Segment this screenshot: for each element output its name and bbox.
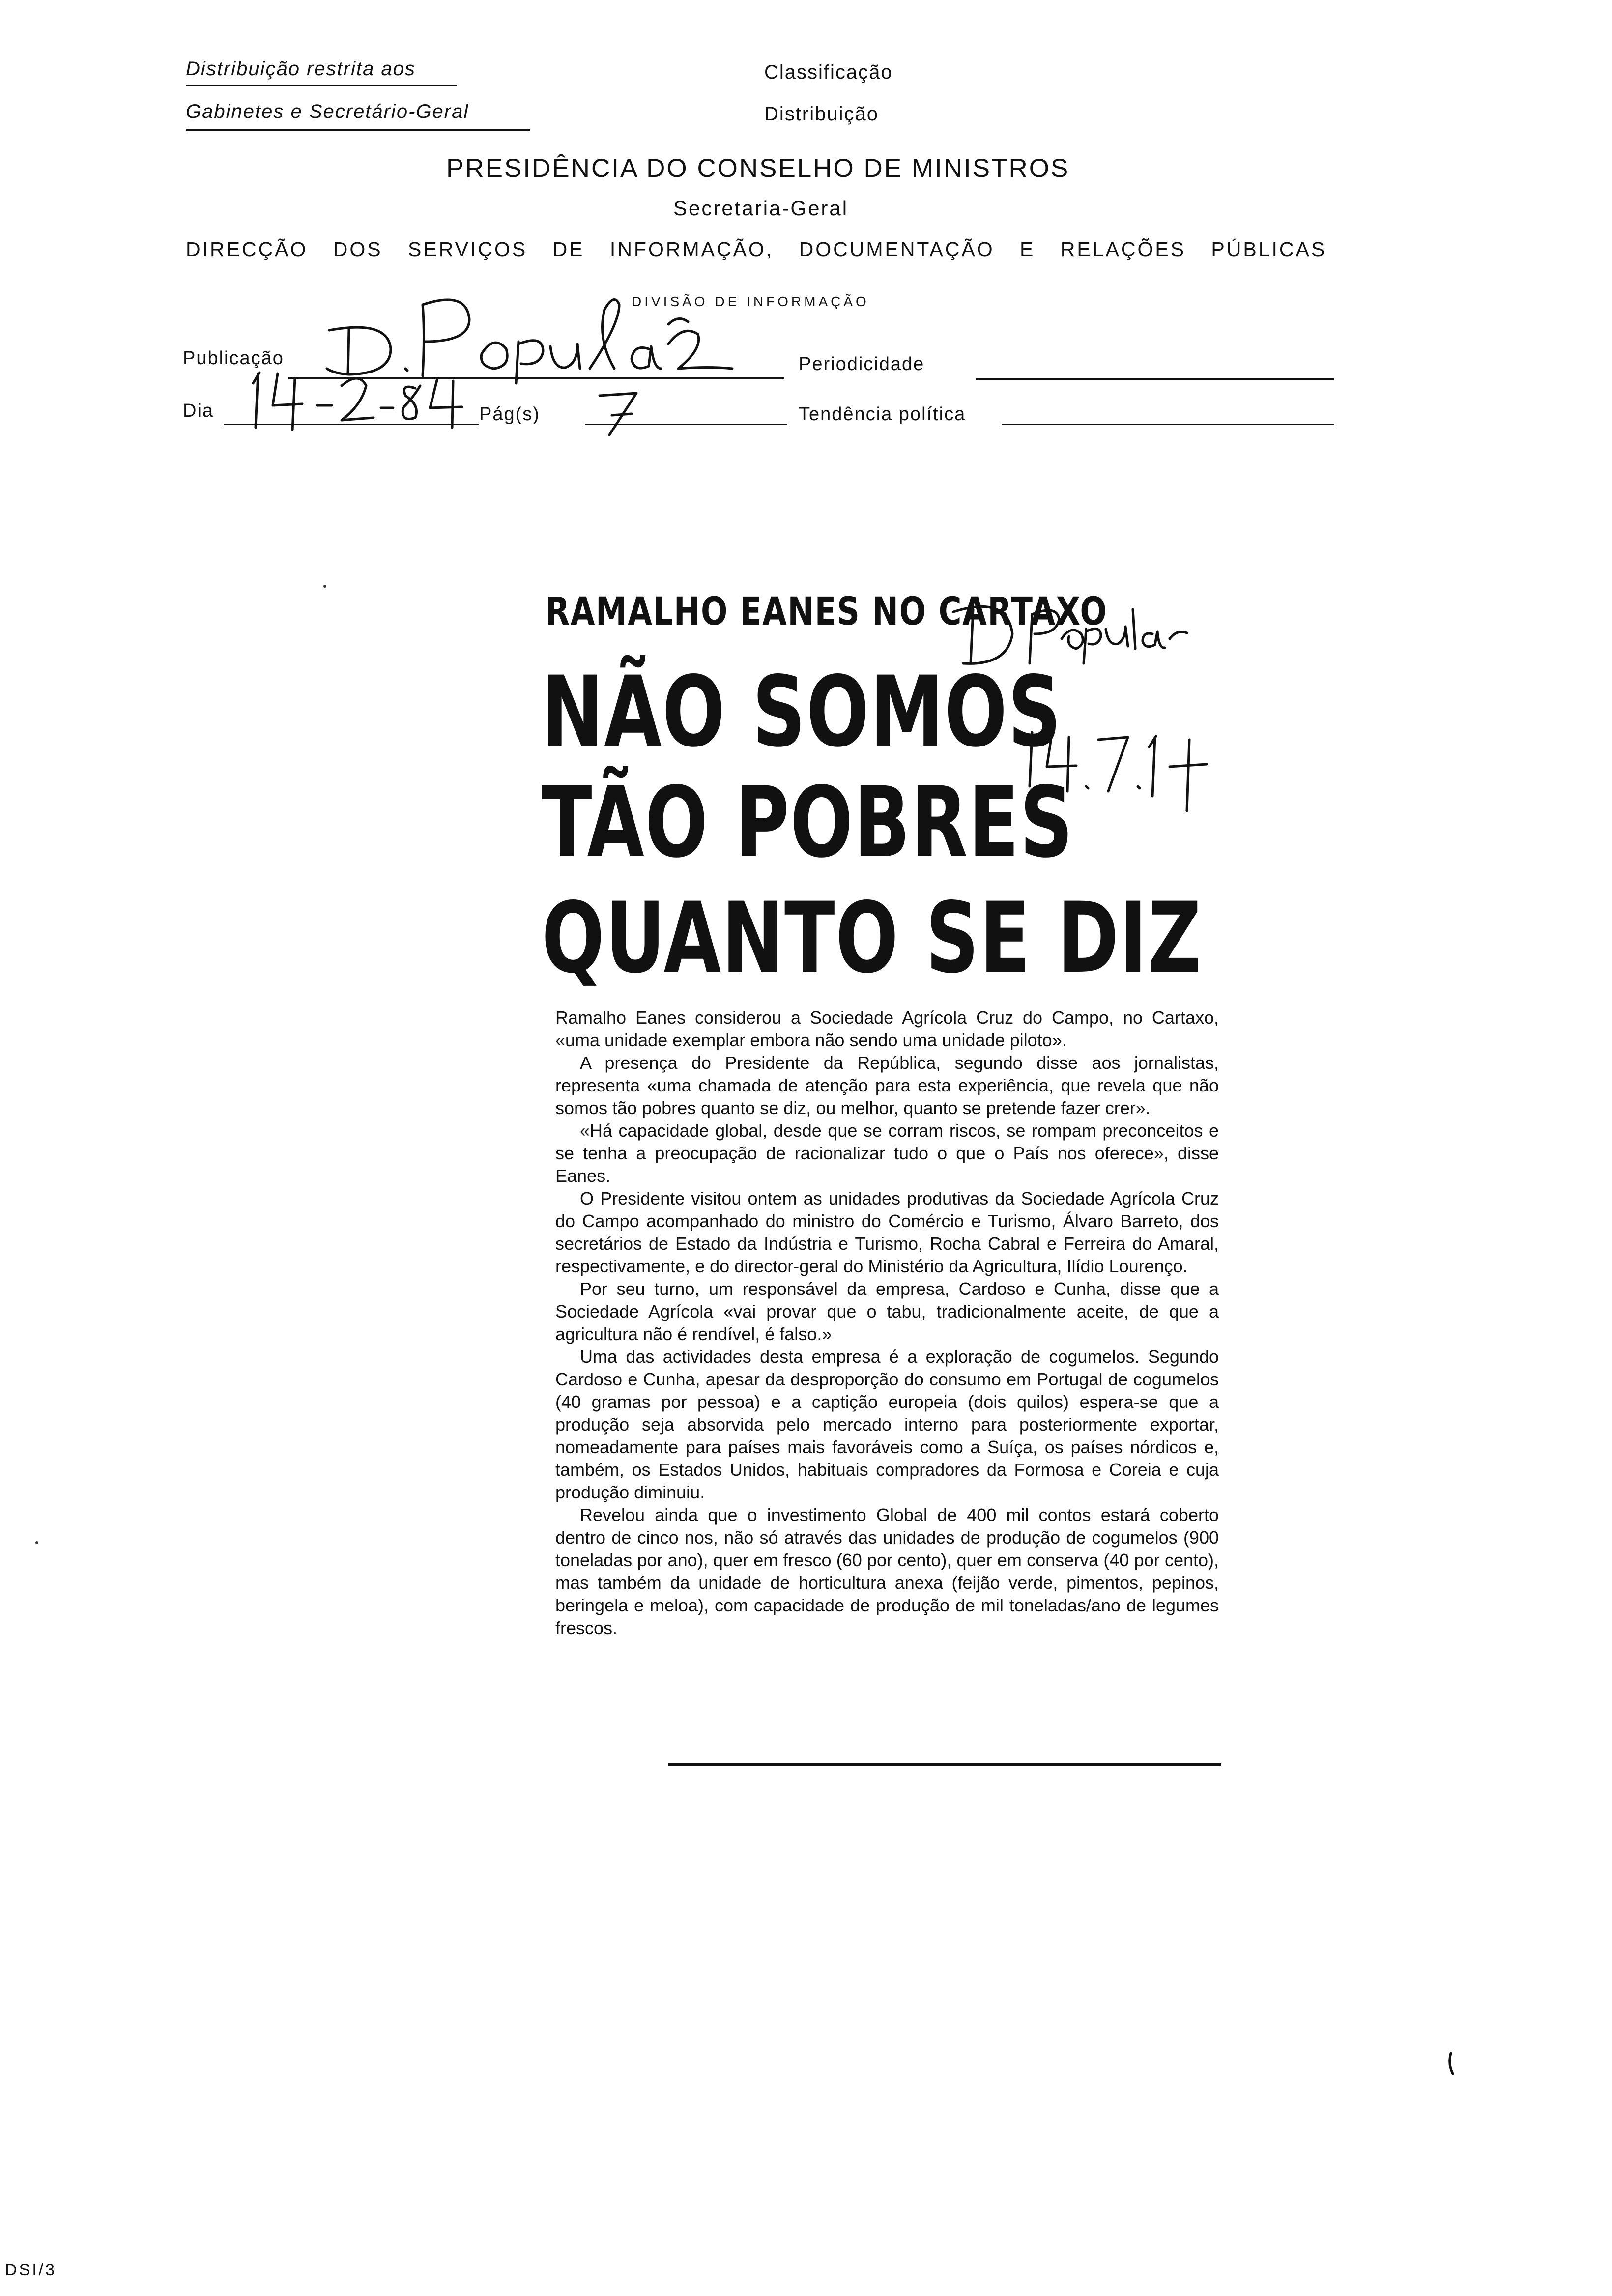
article-kicker: RAMALHO EANES NO CARTAXO [546, 590, 1108, 634]
distribution-label: Distribuição [764, 103, 879, 125]
article-end-rule [668, 1763, 1221, 1766]
headline-line-2: TÃO POBRES [542, 766, 1074, 879]
publication-label: Publicação [183, 348, 284, 369]
distribution-underline-2 [186, 129, 530, 131]
day-label: Dia [183, 401, 214, 421]
periodicity-line [976, 378, 1334, 380]
distribution-restricted-line1: Distribuição restrita aos [186, 58, 416, 80]
organization-title: PRESIDÊNCIA DO CONSELHO DE MINISTROS [446, 154, 1070, 183]
form-reference: DSI/3 [5, 2261, 57, 2279]
scan-mark [1444, 2049, 1459, 2079]
handwritten-day-value [231, 364, 487, 432]
classification-label: Classificação [764, 61, 893, 83]
political-tendency-line [1002, 424, 1334, 425]
article-paragraph-5: Por seu turno, um responsável da empresa, Cardoso e Cunha, disse que a Sociedade Agrícola «vai provar que o tabu, tradicionalmente aceite, de que a agricultura não é rendível, é falso.» [555, 1279, 1219, 1344]
periodicity-label: Periodicidade [799, 354, 925, 374]
article-paragraph-7: Revelou ainda que o investimento Global de 400 mil contos estará coberto dentro de cinco nos, não só através das unidades de produção de cogumelos (900 toneladas por ano), quer em fresco (60 por cento), quer em conserva (40 por cento), mas também da unidade de horticultura anexa (feijão verde, pimentos, pepinos, beringela e meloa), com capacidade de produção de mil toneladas/ano de legumes frescos. [555, 1505, 1219, 1638]
article-paragraph-2: A presença do Presidente da República, segundo disse aos jornalistas, representa «uma chamada de atenção para esta experiência, que revela que não somos tão pobres quanto se diz, ou melhor, quanto se pretende fazer crer». [555, 1053, 1219, 1118]
scan-speck [35, 1541, 38, 1544]
directorate-title: DIRECÇÃO DOS SERVIÇOS DE INFORMAÇÃO, DOCUMENTAÇÃO E RELAÇÕES PÚBLICAS [186, 238, 1327, 260]
secretariat-title: Secretaria-Geral [673, 197, 849, 220]
article-paragraph-4: O Presidente visitou ontem as unidades produtivas da Sociedade Agrícola Cruz do Campo acompanhado do ministro do Comércio e Turismo, Álvaro Barreto, dos secretários de Estado da Indústria e Turismo, Rocha Cabral e Ferreira do Amaral, respectivamente, e do director-geral do Ministério da Agricultura, Ilídio Lourenço. [555, 1188, 1219, 1276]
pages-label: Pág(s) [479, 404, 540, 425]
article-paragraph-1: Ramalho Eanes considerou a Sociedade Agrícola Cruz do Campo, no Cartaxo, «uma unidade exemplar embora não sendo uma unidade piloto». [555, 1007, 1219, 1050]
political-tendency-label: Tendência política [799, 404, 966, 425]
article-paragraph-3: «Há capacidade global, desde que se corram riscos, se rompam preconceitos e se tenha a preocupação de racionalizar tudo o que o País nos oferece», disse Eanes. [555, 1120, 1219, 1186]
handwritten-pages-value [590, 388, 649, 437]
headline-line-3: QUANTO SE DIZ [542, 881, 1203, 995]
scan-speck [323, 585, 326, 588]
division-title: DIVISÃO DE INFORMAÇÃO [632, 294, 869, 309]
distribution-underline-1 [186, 85, 457, 86]
distribution-restricted-line2: Gabinetes e Secretário-Geral [186, 101, 469, 122]
article-paragraph-6: Uma das actividades desta empresa é a exploração de cogumelos. Segundo Cardoso e Cunha, apesar da desproporção do consumo em Portugal de cogumelos (40 gramas por pessoa) e a captição europeia (dois quilos) espera-se que a produção seja absorvida pelo mercado interno para posteriormente exportar, nomeadamente para países mais favoráveis como a Suíça, os países nórdicos e, também, os Estados Unidos, habituais compradores da Formosa e Coreia e cuja produção diminuiu. [555, 1347, 1219, 1502]
headline-line-1: NÃO SOMOS [542, 655, 1062, 769]
article-body [555, 1006, 1219, 1639]
handwritten-article-date [1012, 718, 1219, 816]
